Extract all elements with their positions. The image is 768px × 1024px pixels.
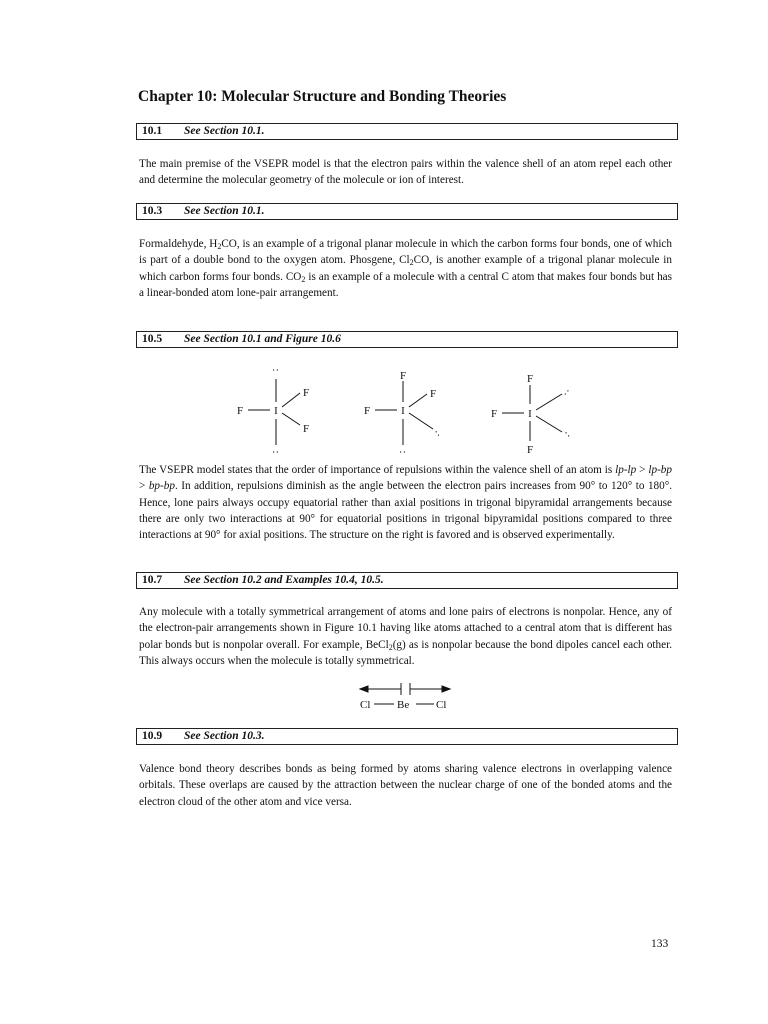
chapter-title: Chapter 10: Molecular Structure and Bonding Theories	[138, 88, 507, 105]
chlorine-atom-right: Cl	[436, 699, 447, 711]
fluorine-atom: F	[302, 387, 310, 399]
problem-header-10-9	[136, 728, 678, 745]
problem-reference: See Section 10.3.	[184, 730, 265, 742]
fluorine-atom: F	[363, 405, 371, 417]
becl2-dipole-diagram	[350, 680, 460, 714]
answer-10-9: Valence bond theory describes bonds as being formed by atoms sharing valence electrons in overlapping valence orbitals. These overlaps are caused by the attraction between the nuclear charge of one of the bonded atoms and the electron cloud of the other atom and vice versa.	[139, 763, 672, 808]
beryllium-atom: Be	[397, 699, 410, 711]
problem-number: 10.1	[142, 125, 163, 137]
lone-pair-bottom: :	[270, 450, 282, 454]
fluorine-atom: F	[526, 444, 534, 456]
problem-reference: See Section 10.2 and Examples 10.4, 10.5.	[184, 574, 384, 586]
answer-10-1: The main premise of the VSEPR model is that the electron pairs within the valence shell of an atom repel each other and determine the molecular geometry of the molecule or ion of interest.	[139, 158, 672, 187]
lone-pair-equatorial: :	[561, 428, 573, 440]
central-atom-i: I	[401, 405, 405, 417]
lone-pair-top: :	[270, 368, 282, 372]
lone-pair-axial: :	[397, 450, 409, 454]
problem-number: 10.5	[142, 333, 163, 345]
problem-reference: See Section 10.1.	[184, 205, 265, 217]
page-number: 133	[651, 938, 669, 950]
lone-pair-equatorial: :	[432, 427, 442, 439]
problem-reference: See Section 10.1 and Figure 10.6	[184, 333, 341, 345]
central-atom-i: I	[274, 405, 278, 417]
chlorine-atom-left: Cl	[360, 699, 371, 711]
problem-number: 10.9	[142, 730, 163, 742]
problem-number: 10.3	[142, 205, 163, 217]
fluorine-atom: F	[302, 423, 310, 435]
fluorine-atom: F	[236, 405, 244, 417]
fluorine-atom: F	[429, 388, 437, 400]
fluorine-atom: F	[490, 408, 498, 420]
central-atom-i: I	[528, 408, 532, 420]
answer-10-7: Any molecule with a totally symmetrical arrangement of atoms and lone pairs of electrons is nonpolar. Hence, any of the electron-pair arrangements shown in Figure 10.1 having like atoms attached to a central atom that is different has polar bonds but is nonpolar overall. For example, BeCl$_2$(g) as is nonpolar because the bond dipoles cancel each other. This always occurs when the molecule is totally symmetrical.	[139, 606, 672, 667]
fluorine-atom: F	[399, 370, 407, 382]
fluorine-atom: F	[526, 373, 534, 385]
lone-pair-equatorial: :	[561, 386, 573, 398]
problem-header-10-7	[136, 572, 678, 589]
answer-10-3: Formaldehyde, $H_2CO$, is an example of a trigonal planar molecule in which the carbon forms four bonds, one of which is part of a double bond to the oxygen atom. Phosgene, $Cl_2CO$, is another example of a trigonal planar molecule in which carbon forms four bonds. $CO_2$ is an example of a molecule with a central C atom that makes four bonds but has a linear-bonded atom lone-pair arrangement.	[139, 238, 672, 299]
answer-10-5: The VSEPR model states that the order of importance of repulsions within the valence shell of an atom is lp-lp > lp-bp > bp-bp. In addition, repulsions diminish as the angle between the electron pairs increases from 90° to 120° to 180°. Hence, lone pairs always occupy equatorial rather than axial positions in trigonal bipyramidal arrangements because there are only two interactions at 90° for equatorial positions in trigonal bipyramidal positions compared to three interactions at 90° for axial positions. The structure on the right is favored and is observed experimentally.	[139, 464, 672, 542]
problem-number: 10.7	[142, 574, 163, 586]
problem-reference: See Section 10.1.	[184, 125, 265, 137]
